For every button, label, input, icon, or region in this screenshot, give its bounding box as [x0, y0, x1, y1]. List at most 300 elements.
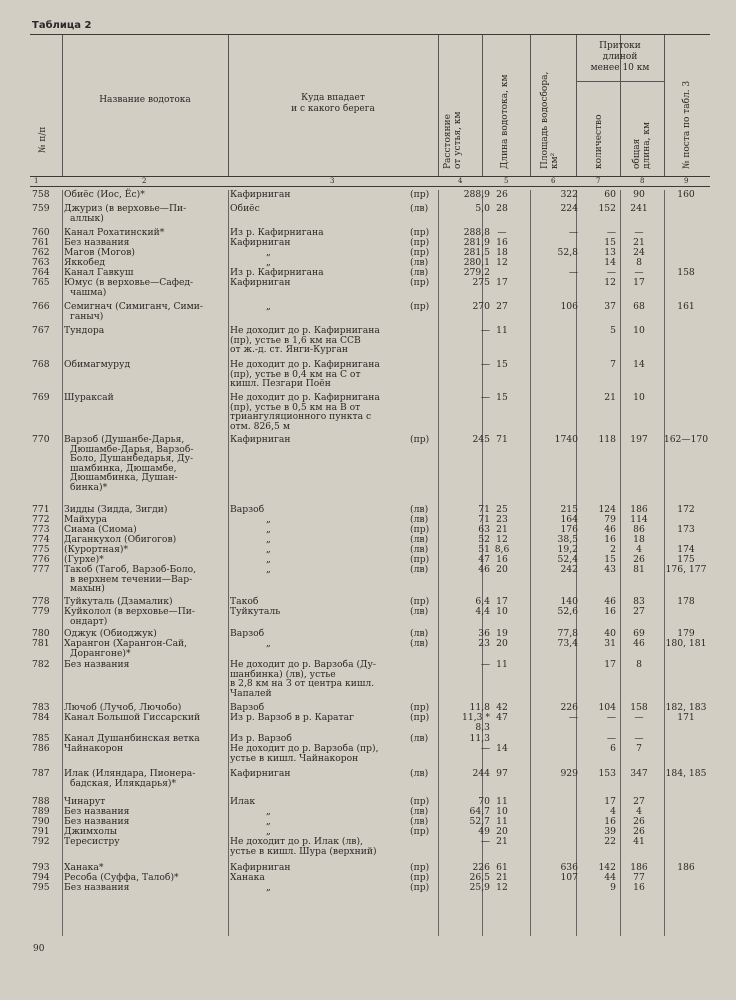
row-number: 784 [32, 712, 50, 723]
outflow-line: Не доходит до р. Илак (лв), [230, 836, 363, 847]
outflow-into [230, 393, 404, 431]
row-number: 761 [32, 237, 50, 248]
row-number: 786 [32, 743, 50, 754]
bank-side: (лв) [410, 768, 429, 779]
distance-from-mouth: — [480, 325, 490, 336]
stream-name-line: чашма) [70, 286, 107, 298]
tributary-count: — [606, 733, 616, 744]
stream-name-line: Ханака* [64, 862, 104, 873]
outflow-line: Кафирниган [230, 277, 291, 288]
tributary-count: 37 [604, 301, 616, 312]
col-number: 3 [330, 177, 335, 185]
basin-area: 215 [560, 504, 578, 515]
distance-from-mouth: 23 [478, 638, 490, 649]
outflow-line: (пр), устье в 0,4 км на С от [230, 368, 361, 380]
tributary-total-length: 17 [633, 277, 645, 288]
bank-side: (лв) [410, 257, 429, 268]
stream-name-line: бадская, Илякдарья)* [70, 777, 177, 789]
distance-from-mouth: 288,9 [463, 189, 490, 200]
basin-area: 140 [560, 596, 578, 607]
tributary-count: 17 [604, 796, 616, 807]
tributary-count: 46 [604, 524, 616, 535]
stream-name [64, 435, 254, 493]
tributary-count: 13 [604, 247, 616, 258]
distance-from-mouth: 275 [472, 277, 490, 288]
distance-from-mouth: 70 [478, 796, 490, 807]
stream-length: 16 [496, 554, 508, 565]
stream-length: 21 [496, 836, 508, 847]
tributary-total-length: 68 [633, 301, 645, 312]
outflow-into [230, 744, 404, 763]
basin-area: — [568, 227, 578, 238]
column-numbers-row [30, 176, 710, 187]
stream-length: 71 [496, 434, 508, 445]
stream-length: 11 [496, 816, 508, 827]
basin-area: 322 [560, 189, 578, 200]
tributary-total-length: 26 [633, 816, 645, 827]
col-number: 7 [596, 177, 601, 185]
distance-from-mouth: 46 [478, 564, 490, 575]
basin-area: 929 [560, 768, 578, 779]
distance-from-mouth: 36 [478, 628, 490, 639]
row-number: 769 [32, 392, 50, 403]
outflow-line: устье в кишл. Чайнакорон [230, 752, 359, 764]
outflow-line: Из р. Кафирнигана [230, 267, 324, 278]
outflow-line: Не доходит до р. Кафирнигана [230, 392, 380, 403]
stream-name-line: Канал Рохатинский* [64, 227, 165, 238]
tributary-count: 142 [598, 862, 616, 873]
tributary-total-length: 81 [633, 564, 645, 575]
stream-length: 15 [496, 392, 508, 403]
outflow-line: в 2,8 км на З от центра кишл. [230, 678, 375, 690]
outflow-into [230, 660, 404, 698]
row-number: 792 [32, 836, 50, 847]
stream-name [64, 360, 254, 370]
stream-length: 16 [496, 237, 508, 248]
distance-from-mouth: 8,3 [475, 722, 490, 733]
outflow-line: „ [266, 816, 271, 827]
tributary-count: 16 [604, 534, 616, 545]
stream-name-line: Лючоб (Лучоб, Лючобо) [64, 702, 182, 713]
basin-area: 176 [560, 524, 578, 535]
stream-name-line: Обиёс (Иос, Ёс)* [64, 189, 145, 200]
row-number: 778 [32, 596, 50, 607]
stream-name-line: (Курортная)* [64, 544, 129, 555]
tributary-total-length: 46 [633, 638, 645, 649]
stream-length: 11 [496, 325, 508, 336]
bank-side: (лв) [410, 816, 429, 827]
outflow-into [230, 435, 404, 445]
outflow-into [230, 248, 404, 258]
outflow-into [230, 769, 404, 779]
row-number: 765 [32, 277, 50, 288]
stream-length: 61 [496, 862, 508, 873]
outflow-into [230, 639, 404, 649]
basin-area: 636 [560, 862, 578, 873]
stream-length: 17 [496, 596, 508, 607]
tributary-count: 22 [604, 836, 616, 847]
distance-from-mouth: 63 [478, 524, 490, 535]
row-number: 764 [32, 267, 50, 278]
stream-name-line: бинка)* [70, 481, 108, 493]
stream-name-line: Варзоб (Душанбе-Дарья, [64, 434, 185, 445]
tributary-total-length: 26 [633, 554, 645, 565]
outflow-into [230, 837, 404, 856]
stream-name-line: Шураксай [64, 392, 114, 403]
post-number: 175 [677, 554, 695, 565]
outflow-line: (пр), устье в 0,5 км на В от [230, 401, 361, 413]
outflow-line: Чапалей [230, 687, 272, 699]
table-body [30, 190, 710, 936]
stream-name [64, 837, 254, 847]
outflow-line: Кафирниган [230, 768, 291, 779]
tributary-total-length: 197 [630, 434, 648, 445]
tributary-count: 104 [598, 702, 616, 713]
basin-area: 107 [560, 872, 578, 883]
tributary-total-length: 77 [633, 872, 645, 883]
outflow-line: Кафирниган [230, 434, 291, 445]
header-area: Площадь водосбора, км² [540, 71, 560, 169]
stream-name-line: Без названия [64, 806, 130, 817]
bank-side: (пр) [410, 862, 430, 873]
distance-from-mouth: 64,7 [469, 806, 490, 817]
outflow-line: „ [266, 882, 271, 893]
post-number: 158 [677, 267, 695, 278]
row-number: 759 [32, 203, 50, 214]
stream-name-line: Дюшамбинка, Душан- [70, 472, 178, 484]
stream-name-line: Туйкуталь (Дзамалик) [64, 596, 173, 607]
outflow-line: „ [266, 247, 271, 258]
basin-area: 106 [560, 301, 578, 312]
distance-from-mouth: 5,0 [475, 203, 490, 214]
bank-side: (лв) [410, 534, 429, 545]
row-number: 777 [32, 564, 50, 575]
outflow-line: Из р. Варзоб в р. Каратаг [230, 712, 354, 723]
stream-name-line: Дорангоне)* [70, 647, 131, 659]
outflow-line: Обиёс [230, 203, 260, 214]
stream-name-line: Без названия [64, 816, 130, 827]
stream-length: 12 [496, 882, 508, 893]
header-num: № п/п [38, 126, 48, 153]
bank-side: (пр) [410, 434, 430, 445]
basin-area: 226 [560, 702, 578, 713]
outflow-line: Кафирниган [230, 237, 291, 248]
header-tributaries: Притоки длиной менее 10 км [590, 41, 650, 73]
tributary-total-length: 27 [633, 606, 645, 617]
outflow-line: Не доходит до р. Варзоба (Ду- [230, 659, 377, 670]
basin-area: — [568, 712, 578, 723]
outflow-into [230, 326, 404, 355]
tributary-count: 31 [604, 638, 616, 649]
tributary-count: 124 [598, 504, 616, 515]
tributary-count: 16 [604, 606, 616, 617]
tributary-total-length: 10 [633, 392, 645, 403]
row-number: 785 [32, 733, 50, 744]
stream-name-line: Дюшамбе-Дарья, Варзоб- [70, 443, 194, 455]
outflow-line: „ [266, 554, 271, 565]
tributary-count: 152 [598, 203, 616, 214]
outflow-line: устье в кишл. Шура (верхний) [230, 845, 377, 857]
stream-name-line: Без названия [64, 237, 130, 248]
stream-length: 25 [496, 504, 508, 515]
stream-name-line: шамбинка, Дюшамбе, [70, 462, 177, 474]
outflow-line: Из р. Варзоб [230, 733, 292, 744]
tributary-count: 40 [604, 628, 616, 639]
stream-name-line: Канал Большой Гиссарский [64, 712, 201, 723]
post-number: 179 [677, 628, 695, 639]
tributary-count: — [606, 267, 616, 278]
outflow-into [230, 535, 404, 545]
basin-area: 52,4 [557, 554, 578, 565]
outflow-line: „ [266, 638, 271, 649]
outflow-into [230, 565, 404, 575]
header-name: Название водотока [99, 95, 191, 105]
stream-length: 19 [496, 628, 508, 639]
distance-from-mouth: 288,8 [463, 227, 490, 238]
row-number: 766 [32, 301, 50, 312]
bank-side: (лв) [410, 606, 429, 617]
distance-from-mouth: 280,1 [463, 257, 490, 268]
tributary-total-length: 24 [633, 247, 645, 258]
stream-length: 8,6 [494, 544, 510, 555]
distance-from-mouth: 11,3 * [462, 712, 490, 723]
basin-area: 224 [560, 203, 578, 214]
tributary-total-length: — [634, 733, 644, 744]
outflow-into [230, 873, 404, 883]
stream-name-line: Магов (Могов) [64, 247, 135, 258]
bank-side: (пр) [410, 702, 430, 713]
row-number: 763 [32, 257, 50, 268]
stream-name-line: аллык) [70, 212, 104, 224]
distance-from-mouth: 11,3 [469, 733, 490, 744]
distance-from-mouth: 279,2 [463, 267, 490, 278]
outflow-line: „ [266, 806, 271, 817]
outflow-line: „ [266, 524, 271, 535]
col-number: 2 [142, 177, 147, 185]
outflow-into [230, 204, 404, 214]
stream-length: 15 [496, 359, 508, 370]
col-number: 9 [684, 177, 689, 185]
outflow-line: отм. 826,5 м [230, 420, 290, 432]
tributary-total-length: 86 [633, 524, 645, 535]
row-number: 774 [32, 534, 50, 545]
col-number: 1 [34, 177, 39, 185]
row-number: 772 [32, 514, 50, 525]
outflow-line: Туйкуталь [230, 606, 281, 617]
stream-name-line: Тундора [64, 325, 105, 336]
outflow-line: Илак [230, 796, 256, 807]
row-number: 771 [32, 504, 50, 515]
outflow-line: Из р. Кафирнигана [230, 227, 324, 238]
stream-name-line: махын) [70, 583, 105, 595]
stream-name [64, 204, 254, 223]
tributary-count: 21 [604, 392, 616, 403]
tributary-total-length: 27 [633, 796, 645, 807]
bank-side: (пр) [410, 596, 430, 607]
row-number: 783 [32, 702, 50, 713]
stream-name [64, 607, 254, 626]
stream-name [64, 393, 254, 403]
bank-side: (пр) [410, 796, 430, 807]
stream-name-line: Ресоба (Суффа, Талоб)* [64, 872, 179, 883]
post-number: 178 [677, 596, 695, 607]
stream-length: — [497, 227, 507, 238]
distance-from-mouth: 245 [472, 434, 490, 445]
tributary-count: 15 [604, 237, 616, 248]
bank-side: (пр) [410, 872, 430, 883]
tributary-count: 2 [610, 544, 616, 555]
bank-side: (пр) [410, 237, 430, 248]
tributary-total-length: 7 [636, 743, 642, 754]
outflow-line: Такоб [230, 596, 259, 607]
outflow-line: Ханака [230, 872, 265, 883]
stream-length: 27 [496, 301, 508, 312]
row-number: 760 [32, 227, 50, 238]
row-number: 794 [32, 872, 50, 883]
stream-name [64, 326, 254, 336]
header-distance: Расстояние от устья, км [443, 111, 463, 169]
col-number: 6 [551, 177, 556, 185]
stream-name [64, 713, 254, 723]
row-number: 791 [32, 826, 50, 837]
tributary-total-length: 186 [630, 862, 648, 873]
distance-from-mouth: 281,9 [463, 237, 490, 248]
stream-name-line: Боло, Душанбедарья, Ду- [70, 453, 194, 465]
tributary-total-length: 69 [633, 628, 645, 639]
bank-side: (пр) [410, 227, 430, 238]
basin-area: — [568, 267, 578, 278]
bank-side: (пр) [410, 247, 430, 258]
distance-from-mouth: 52,7 [469, 816, 490, 827]
distance-from-mouth: 4,4 [475, 606, 490, 617]
row-number: 773 [32, 524, 50, 535]
basin-area: 38,5 [557, 534, 578, 545]
stream-name-line: Без названия [64, 882, 130, 893]
tributary-count: 153 [598, 768, 616, 779]
outflow-line: кишл. Пезгари Поён [230, 378, 331, 390]
bank-side: (лв) [410, 544, 429, 555]
outflow-into [230, 360, 404, 389]
tributary-count: 6 [610, 743, 616, 754]
stream-name-line: Обимагмуруд [64, 359, 131, 370]
distance-from-mouth: 49 [478, 826, 490, 837]
distance-from-mouth: — [480, 359, 490, 370]
bank-side: (пр) [410, 554, 430, 565]
distance-from-mouth: 226 [472, 862, 490, 873]
tributary-count: 12 [604, 277, 616, 288]
tributary-total-length: 8 [636, 257, 642, 268]
stream-length: 97 [496, 768, 508, 779]
row-number: 793 [32, 862, 50, 873]
stream-length: 21 [496, 524, 508, 535]
stream-name-line: Куйколол (в верховье—Пи- [64, 606, 195, 617]
tributary-total-length: — [634, 267, 644, 278]
stream-name-line: Канал Гавкуш [64, 267, 134, 278]
stream-name-line: Канал Душанбинская ветка [64, 733, 200, 744]
tributary-total-length: 21 [633, 237, 645, 248]
basin-area: 77,8 [557, 628, 578, 639]
bank-side: (пр) [410, 826, 430, 837]
row-number: 779 [32, 606, 50, 617]
tributary-total-length: 16 [633, 882, 645, 893]
post-number: 180, 181 [665, 638, 707, 649]
table-label: Таблица 2 [32, 20, 92, 31]
outflow-into [230, 713, 404, 723]
outflow-into [230, 807, 404, 817]
outflow-line: „ [266, 544, 271, 555]
outflow-line: Варзоб [230, 628, 265, 639]
outflow-line: Не доходит до р. Варзоба (пр), [230, 743, 379, 754]
distance-from-mouth: 71 [478, 504, 490, 515]
outflow-line: от ж.-д. ст. Янги-Курган [230, 344, 348, 356]
tributary-total-length: 114 [630, 514, 648, 525]
row-number: 780 [32, 628, 50, 639]
stream-name [64, 639, 254, 658]
post-number: 160 [677, 189, 695, 200]
row-number: 775 [32, 544, 50, 555]
outflow-into [230, 817, 404, 827]
header-length: Длина водотока, км [500, 74, 510, 169]
stream-length: 26 [496, 189, 508, 200]
distance-from-mouth: 26,5 [469, 872, 490, 883]
tributary-total-length: — [634, 227, 644, 238]
outflow-into [230, 797, 404, 807]
stream-name-line: Яккобед [64, 257, 106, 268]
tributary-count: 15 [604, 554, 616, 565]
distance-from-mouth: — [480, 392, 490, 403]
col-number: 5 [504, 177, 509, 185]
post-number: 173 [677, 524, 695, 535]
table-header [30, 34, 710, 177]
stream-name-line: Джимхолы [64, 826, 118, 837]
distance-from-mouth: 270 [472, 301, 490, 312]
bank-side: (лв) [410, 267, 429, 278]
tributary-total-length: 83 [633, 596, 645, 607]
tributary-count: 4 [610, 806, 616, 817]
tributary-count: 79 [604, 514, 616, 525]
distance-from-mouth: 71 [478, 514, 490, 525]
tributary-total-length: 41 [633, 836, 645, 847]
col-number: 4 [458, 177, 463, 185]
basin-area: 1740 [554, 434, 578, 445]
stream-name-line: Такоб (Тагоб, Варзоб-Боло, [64, 564, 197, 575]
tributary-total-length: 18 [633, 534, 645, 545]
stream-name [64, 883, 254, 893]
stream-length: 42 [496, 702, 508, 713]
tributary-count: 118 [598, 434, 616, 445]
bank-side: (лв) [410, 203, 429, 214]
row-number: 758 [32, 189, 50, 200]
tributary-total-length: 158 [630, 702, 648, 713]
bank-side: (лв) [410, 504, 429, 515]
outflow-into [230, 607, 404, 617]
stream-name [64, 660, 254, 670]
header-count: количество [594, 114, 604, 169]
header-total: общая длина, км [632, 122, 652, 169]
tributary-total-length: 186 [630, 504, 648, 515]
outflow-line: „ [266, 826, 271, 837]
tributary-total-length: 14 [633, 359, 645, 370]
basin-area: 73,4 [557, 638, 578, 649]
distance-from-mouth: 6,4 [475, 596, 490, 607]
row-number: 770 [32, 434, 50, 445]
row-number: 790 [32, 816, 50, 827]
stream-length: 12 [496, 257, 508, 268]
stream-length: 18 [496, 247, 508, 258]
stream-name-line: Харангон (Харангон-Сай, [64, 638, 188, 649]
stream-length: 12 [496, 534, 508, 545]
stream-name-line: (Гурхе)* [64, 554, 104, 565]
